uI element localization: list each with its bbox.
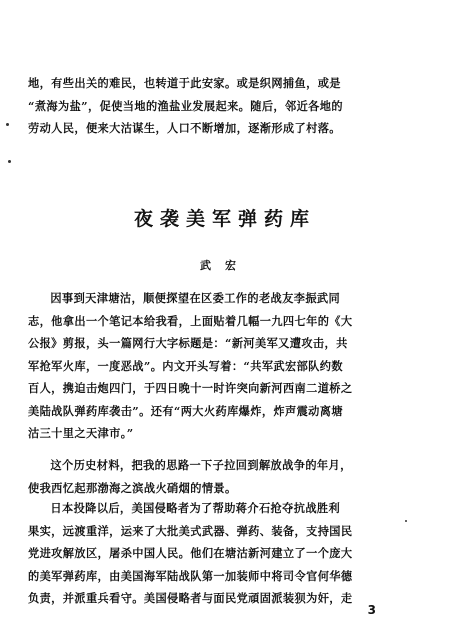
text-line: 美陆战队弹药库袭击”。还有“两大火药库爆炸，炸声震动离塘 (28, 403, 343, 418)
intro-paragraph (28, 72, 418, 140)
article-author: 武宏 (200, 259, 250, 272)
text-line: 使我西忆起那渤海之滨战火硝烟的情景。 (28, 480, 237, 495)
text-line: 志，他拿出一个笔记本给我看，上面贴着几幅一九四七年的《大 (28, 313, 353, 328)
text-line: 这个历史材料，把我的思路一下子拉回到解放战争的年月， (50, 458, 352, 472)
text-line: “煮海为盐”，促使当地的渔盐业发展起来。随后，邻近各地的 (28, 98, 343, 113)
text-line: 日本投降以后，美国侵略者为了帮助蒋介石抢夺抗战胜利 (50, 501, 341, 515)
text-line: 地，有些出关的难民，也转道于此安家。或是织网捕鱼，或是 (28, 76, 341, 90)
article-title: 夜袭美军弹药库 (133, 208, 316, 230)
body-paragraph-1 (28, 287, 418, 445)
page-number: 3 (367, 603, 376, 617)
scan-speck (405, 520, 407, 522)
text-line: 的美军弹药库，由美国海军陆战队第一加装师中将司令官何华德 (28, 568, 353, 583)
text-line: 沽三十里之天津市。” (28, 426, 134, 440)
text-line: 公报》剪报，头一篇网行大字标题是：“新河美军又遭攻击，共 (28, 336, 348, 350)
text-line: 百人，携迫击炮四门，于四日晚十一时许突向新河西南二道桥之 (28, 381, 353, 395)
text-line: 果实，远渡重洋，运来了大批美式武器、弹药、装备，支持国民 (28, 523, 353, 538)
text-line: 劳动人民，便来大沽谋生，人口不断增加，逐渐形成了村落。 (28, 121, 341, 135)
text-line: 军抢军火库，一度恶战”。内文开头写着：“共军武宏部队约数 (28, 358, 343, 373)
body-paragraph-3 (28, 497, 418, 610)
body-paragraph-2 (28, 454, 418, 499)
text-line: 党进攻解放区，屠杀中国人民。他们在塘沽新河建立了一个庞大 (28, 546, 353, 560)
text-line: 因事到天津塘沽，顺便探望在区委工作的老战友李振武同 (50, 291, 341, 305)
scan-speck (6, 123, 9, 126)
text-line: 负责，并派重兵看守。美国侵略者与面民党頑固派装狈为奸，走 (28, 591, 353, 605)
scan-speck (8, 160, 11, 163)
